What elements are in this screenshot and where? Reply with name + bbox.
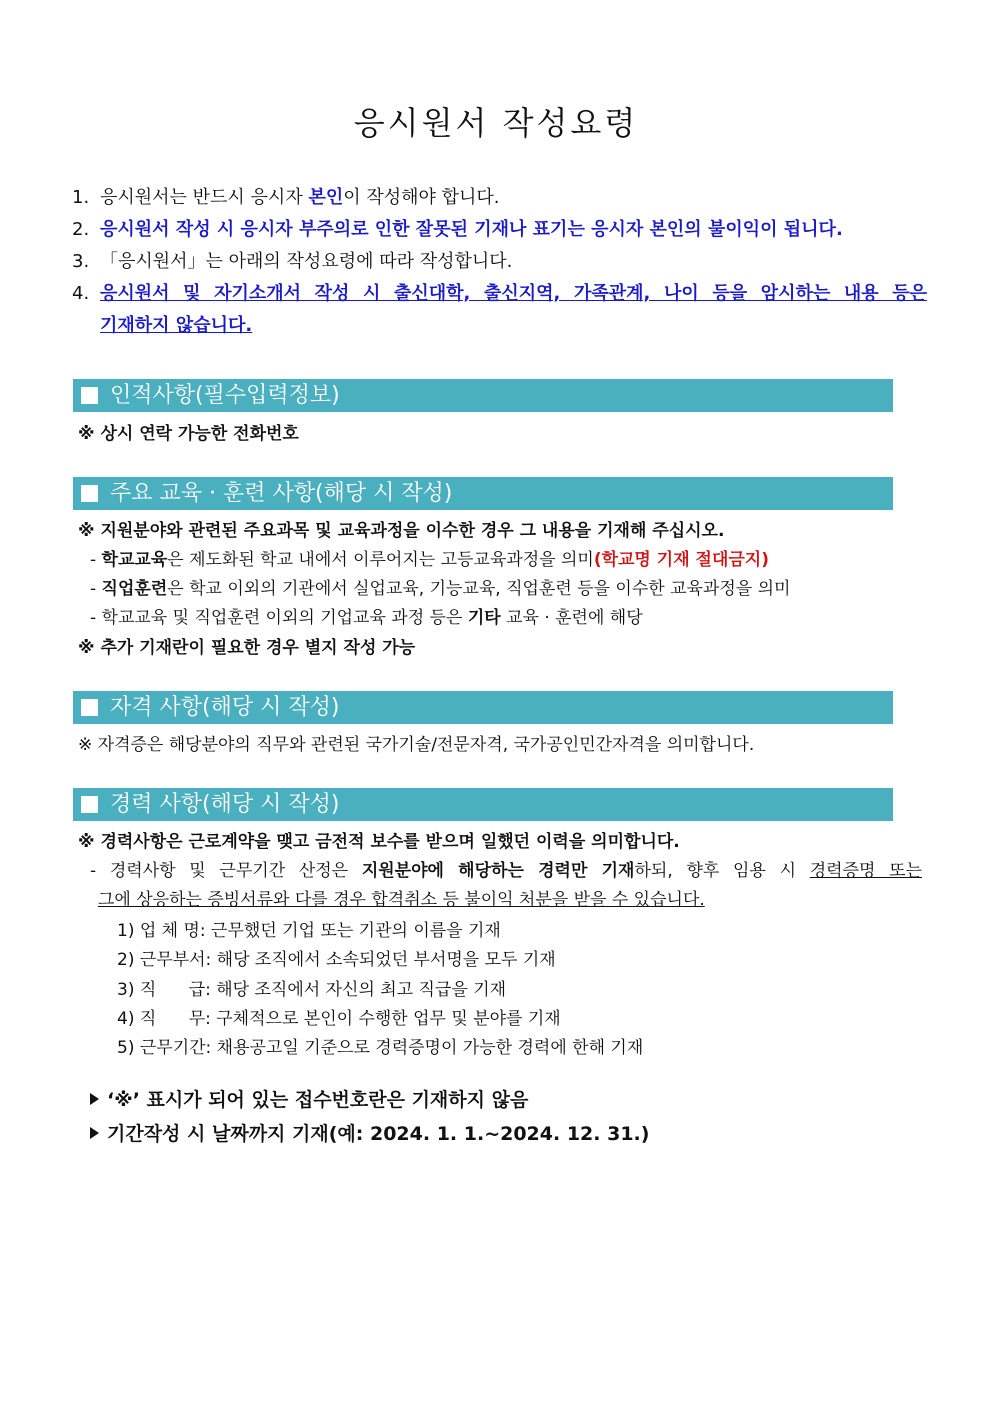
education-desc-school: - 학교교육은 제도화된 학교 내에서 이루어지는 고등교육과정을 의미(학교명 기재 절대금지) [90,550,769,570]
personal-note: ※ 상시 연락 가능한 전화번호 [78,424,299,444]
intro-number: 4. [72,283,90,304]
warning-text: 응시원서 작성 시 응시자 부주의로 인한 잘못된 기재나 표기는 응시자 본인의 불이익이 됩니다. [100,219,843,240]
career-item-company: 1) 업 체 명: 근무했던 기업 또는 기관의 이름을 기재 [117,921,501,941]
square-bullet-icon [81,796,98,813]
prohibition-text: (학교명 기재 절대금지) [593,550,769,570]
footnote-date-format: 기간작성 시 날짜까지 기재(예: 2024. 1. 1.~2024. 12. 31.) [90,1121,649,1147]
warning-text-line2: 기재하지 않습니다. [100,315,253,336]
career-item-department: 2) 근무부서: 해당 조직에서 소속되었던 부서명을 모두 기재 [117,950,556,970]
square-bullet-icon [81,485,98,502]
intro-item-3: 3. 「응시원서」는 아래의 작성요령에 따라 작성합니다. [72,246,927,278]
section-header-qualification: 자격 사항(해당 시 작성) [73,691,893,724]
career-note: ※ 경력사항은 근로계약을 맺고 금전적 보수를 받으며 일했던 이력을 의미합니다. [78,832,680,852]
section-header-education: 주요 교육 · 훈련 사항(해당 시 작성) [73,477,893,510]
page-title: 응시원서 작성요령 [353,104,639,142]
intro-number: 2. [72,219,90,240]
square-bullet-icon [81,699,98,716]
footnote-receipt-number: ‘※’ 표시가 되어 있는 접수번호란은 기재하지 않음 [90,1087,528,1113]
education-note-extra: ※ 추가 기재란이 필요한 경우 별지 작성 가능 [78,638,416,658]
intro-item-2 [72,214,927,246]
education-desc-other: - 학교교육 및 직업훈련 이외의 기업교육 과정 등은 기타 교육 · 훈련에 해당 [90,608,643,628]
intro-item-1: 1. 응시원서는 반드시 응시자 본인이 작성해야 합니다. [72,182,927,214]
career-desc: - 경력사항 및 근무기간 산정은 지원분야에 해당하는 경력만 기재하되, 향후 임용 시 경력증명 또는 그에 상응하는 증빙서류와 다를 경우 합격취소 등 불이익 처분을 받을 수 있습니다. [90,861,922,910]
section-header-personal: 인적사항(필수입력정보) [73,379,893,412]
triangle-bullet-icon [90,1093,99,1105]
warning-text-line1: 응시원서 및 자기소개서 작성 시 출신대학, 출신지역, 가족관계, 나이 등을 암시하는 내용 등은 [100,283,927,304]
career-item-period: 5) 근무기간: 채용공고일 기준으로 경력증명이 가능한 경력에 한해 기재 [117,1038,644,1058]
intro-list [72,182,927,342]
intro-number: 3. [72,251,90,272]
emphasis-text: 본인 [308,187,344,208]
square-bullet-icon [81,387,98,404]
triangle-bullet-icon [90,1127,99,1139]
education-desc-vocational: - 직업훈련은 학교 이외의 기관에서 실업교육, 기능교육, 직업훈련 등을 이수한 교육과정을 의미 [90,579,791,599]
career-item-duty: 4) 직 무: 구체적으로 본인이 수행한 업무 및 분야를 기재 [117,1009,561,1029]
section-header-career: 경력 사항(해당 시 작성) [73,788,893,821]
qualification-note: ※ 자격증은 해당분야의 직무와 관련된 국가기술/전문자격, 국가공인민간자격을 의미합니다. [78,735,755,755]
intro-number: 1. [72,187,90,208]
education-note: ※ 지원분야와 관련된 주요과목 및 교육과정을 이수한 경우 그 내용을 기재해 주십시오. [78,521,725,541]
career-item-rank: 3) 직 급: 해당 조직에서 자신의 최고 직급을 기재 [117,980,507,1000]
intro-item-4 [72,278,927,342]
